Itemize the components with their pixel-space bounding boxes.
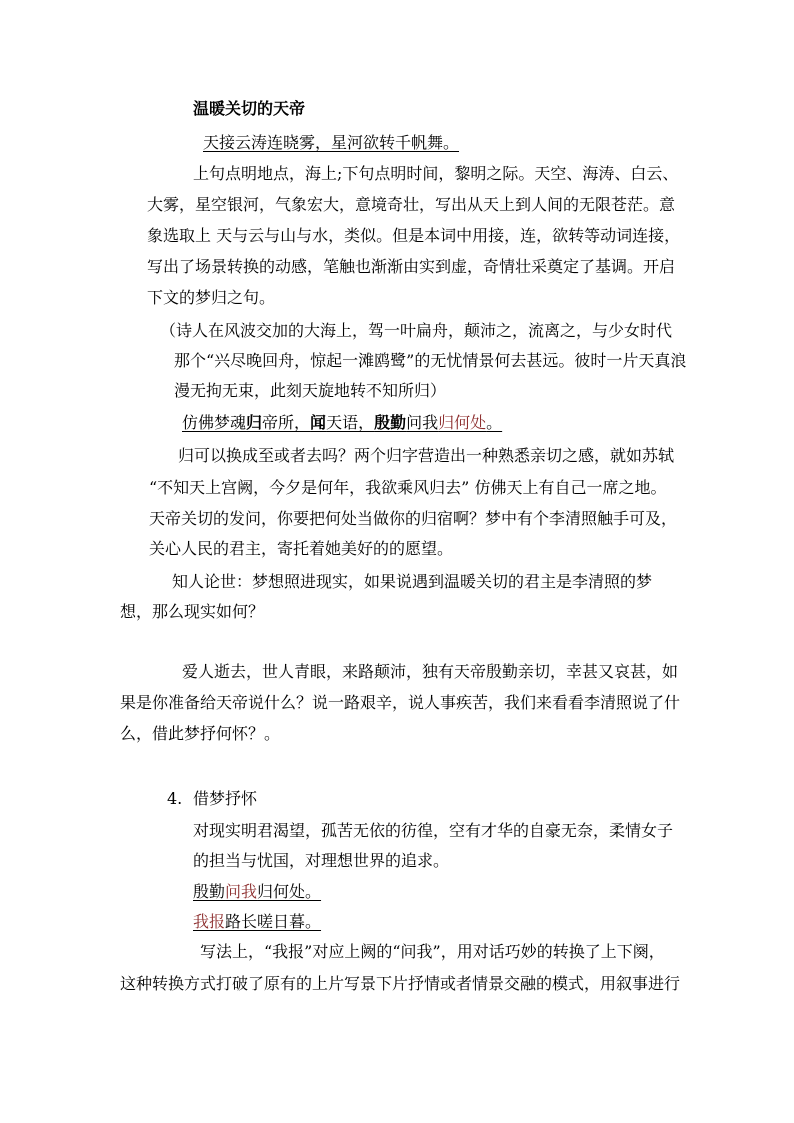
paragraph-4-line-2: 果是你准备给天帝说什么？说一路艰辛，说人事疾苦，我们来看看李清照说了什	[120, 693, 681, 712]
paragraph-1-line-1: 上句点明地点，海上;下句点明时间，黎明之际。天空、海涛、白云、	[193, 164, 679, 183]
verse-2-part-2: 归	[246, 413, 263, 432]
verse-line-1: 天接云涛连晓雾，星河欲转千帆舞。	[203, 133, 460, 152]
verse-2-part-3: 帝所，	[262, 413, 311, 432]
paragraph-3-line-1: 知人论世：梦想照进现实，如果说遇到温暖关切的君主是李清照的梦	[172, 572, 653, 591]
paragraph-1-line-4: 写出了场景转换的动感，笔触也渐渐由实到虚，奇情壮采奠定了基调。开启	[147, 257, 676, 276]
section-body-line-1: 对现实明君渴望，孤苦无依的彷徨，空有才华的自豪无奈，柔情女子	[193, 821, 674, 840]
verse-2-part-8: 归何处	[438, 413, 487, 432]
section-number: 4.	[167, 789, 183, 808]
paragraph-2-line-4: 关心人民的君主，寄托着她美好的的愿望。	[149, 539, 454, 558]
verse-2-part-9: 。	[486, 413, 503, 432]
verse-4-part-2: 路长嗟日暮。	[225, 912, 322, 931]
paragraph-1-line-5: 下文的梦归之句。	[147, 288, 276, 307]
verse-2-part-7: 问我	[406, 413, 439, 432]
verse-line-4	[193, 914, 321, 930]
section-body-line-2: 的担当与忧国，对理想世界的追求。	[193, 851, 450, 870]
paragraph-2-line-3: 天帝关切的发问，你要把何处当做你的归宿啊？梦中有个李清照触手可及，	[149, 509, 678, 528]
verse-line-2	[182, 415, 502, 431]
paragraph-5-line-1: 写法上，“我报”对应上阙的“问我”，用对话巧妙的转换了上下阕，	[200, 942, 665, 961]
paragraph-2-line-1: 归可以换成至或者去吗？两个归字营造出一种熟悉亲切之感，就如苏轼	[178, 446, 675, 465]
paragraph-3-line-2: 想，那么现实如何？	[120, 602, 265, 621]
verse-2-part-4: 闻	[310, 413, 327, 432]
verse-3-part-1: 殷勤	[193, 882, 226, 901]
paragraph-4-line-1: 爱人逝去，世人青眼，来路颠沛，独有天帝殷勤亲切，幸甚又哀甚，如	[182, 662, 679, 681]
note-line-1: （诗人在风波交加的大海上，驾一叶扁舟，颠沛之，流离之，与少女时代	[160, 321, 673, 340]
note-line-2: 那个“兴尽晚回舟，惊起一滩鸥鹭”的无忧情景何去甚远。彼时一片天真浪	[174, 351, 687, 370]
verse-2-part-5: 天语，	[326, 413, 375, 432]
verse-2-part-1: 仿佛梦魂	[182, 413, 247, 432]
paragraph-2-line-2: “不知天上宫阙，今夕是何年，我欲乘风归去” 仿佛天上有自己一席之地。	[149, 478, 667, 497]
section-heading: 借梦抒怀	[193, 789, 258, 808]
verse-4-part-1: 我报	[193, 912, 226, 931]
verse-line-3	[193, 884, 321, 900]
section-title: 温暖关切的天帝	[193, 99, 306, 118]
paragraph-1-line-2: 大雾，星空银河，气象宏大，意境奇壮，写出从天上到人间的无限苍茫。意	[147, 195, 676, 214]
verse-3-part-3: 归何处。	[257, 882, 322, 901]
note-line-3: 漫无拘无束，此刻天旋地转不知所归）	[174, 381, 447, 400]
paragraph-1-line-3: 象选取上 天与云与山与水，类似。但是本词中用接，连，欲转等动词连接，	[147, 226, 681, 245]
paragraph-4-line-3: 么，借此梦抒何怀？。	[120, 724, 281, 743]
verse-3-part-2: 问我	[225, 882, 258, 901]
verse-2-part-6: 殷勤	[374, 413, 407, 432]
paragraph-5-line-2: 这种转换方式打破了原有的上片写景下片抒情或者情景交融的模式，用叙事进行	[120, 974, 681, 993]
